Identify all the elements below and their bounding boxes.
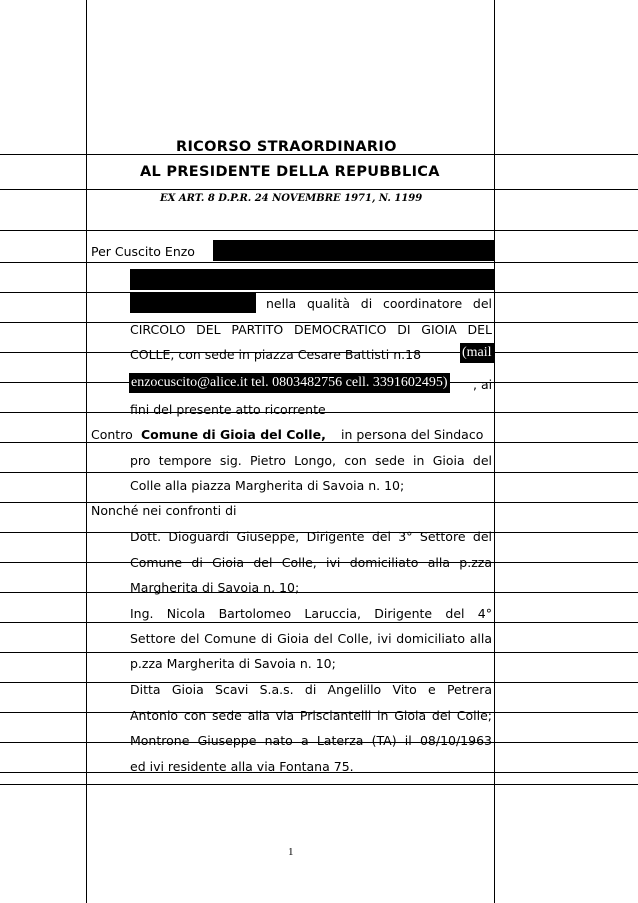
right-margin-rule bbox=[494, 0, 495, 903]
contact-mail-redaction: (mail bbox=[460, 343, 494, 363]
others-line: Ing. Nicola Bartolomeo Laruccia, Dirigente del 4° bbox=[130, 606, 492, 621]
document-subtitle: EX ART. 8 D.P.R. 24 NOVEMBRE 1971, N. 1199 bbox=[160, 193, 423, 204]
rule-line bbox=[0, 592, 638, 593]
rule-line bbox=[0, 292, 638, 293]
others-line: Dott. Dioguardi Giuseppe, Dirigente del 3° Settore del bbox=[130, 529, 492, 544]
rule-line bbox=[0, 784, 638, 785]
redaction-bar bbox=[130, 269, 494, 290]
others-line: ed ivi residente alla via Fontana 75. bbox=[130, 759, 354, 774]
per-mail-suffix: , ai bbox=[473, 377, 493, 392]
others-line: Margherita di Savoia n. 10; bbox=[130, 580, 300, 595]
others-line: Settore del Comune di Gioia del Colle, ivi domiciliato alla bbox=[130, 631, 492, 646]
contro-line2: pro tempore sig. Pietro Longo, con sede in Gioia del bbox=[130, 453, 492, 468]
rule-line bbox=[0, 262, 638, 263]
per-line-ricorrente: fini del presente atto ricorrente bbox=[130, 402, 326, 417]
others-line: Montrone Giuseppe nato a Laterza (TA) il 08/10/1963 bbox=[130, 733, 492, 748]
per-party-label: Per Cuscito Enzo bbox=[91, 244, 195, 259]
redaction-bar bbox=[213, 240, 494, 261]
redaction-bar bbox=[130, 292, 256, 313]
others-line: Ditta Gioia Scavi S.a.s. di Angelillo Vito e Petrera bbox=[130, 682, 492, 697]
per-line-sede: COLLE, con sede in piazza Cesare Battisti n.18 bbox=[130, 347, 422, 362]
contro-line3: Colle alla piazza Margherita di Savoia n. 10; bbox=[130, 478, 405, 493]
others-line: Antonio con sede alla via Prisciantelli in Gioia del Colle; bbox=[130, 708, 492, 723]
document-title-line1: RICORSO STRAORDINARIO bbox=[176, 139, 397, 155]
contro-entity: Comune di Gioia del Colle, bbox=[141, 427, 326, 442]
per-line-circolo: CIRCOLO DEL PARTITO DEMOCRATICO DI GIOIA DEL bbox=[130, 322, 492, 337]
per-role-text: nella qualità di coordinatore del bbox=[266, 296, 492, 311]
contact-details-redaction: enzocuscito@alice.it tel. 0803482756 cell. 3391602495) bbox=[129, 373, 450, 393]
contro-line1-rest: in persona del Sindaco bbox=[341, 427, 484, 442]
rule-line bbox=[0, 230, 638, 231]
rule-line bbox=[0, 622, 638, 623]
others-line: Comune di Gioia del Colle, ivi domiciliato alla p.zza bbox=[130, 555, 492, 570]
contro-label: Contro bbox=[91, 427, 133, 442]
left-margin-rule bbox=[86, 0, 87, 903]
document-title-line2: AL PRESIDENTE DELLA REPUBBLICA bbox=[140, 164, 440, 180]
rule-line bbox=[0, 652, 638, 653]
rule-line bbox=[0, 189, 638, 190]
others-line: p.zza Margherita di Savoia n. 10; bbox=[130, 656, 336, 671]
nonche-label: Nonché nei confronti di bbox=[91, 503, 237, 518]
rule-line bbox=[0, 472, 638, 473]
page-number: 1 bbox=[288, 846, 294, 858]
